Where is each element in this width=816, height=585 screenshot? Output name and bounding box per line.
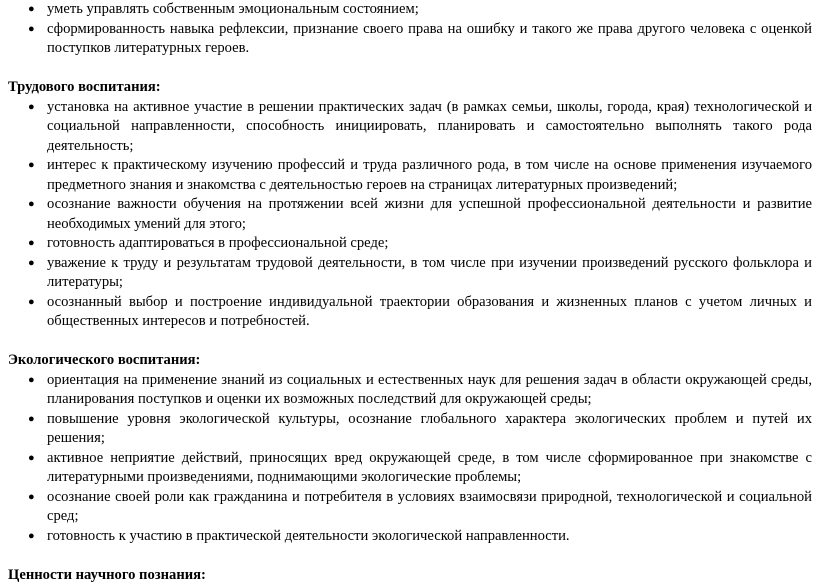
- list-item-text: готовность адаптироваться в профессиональной среде;: [47, 235, 388, 251]
- list-item-text: осознание важности обучения на протяжении всей жизни для успешной профессиональной деятельности и развитие необходимых умений для этого;: [47, 196, 812, 232]
- list-item-text: уметь управлять собственным эмоциональным состоянием;: [47, 1, 419, 17]
- bullet-icon: ●: [28, 98, 35, 118]
- list-item: [0, 98, 816, 157]
- list-item-text: ориентация на применение знаний из социальных и естественных наук для решения задач в области окружающей среды, планирования поступков и оценки их возможных последствий для окружающей среды;: [47, 372, 812, 408]
- section-heading-labor: Трудового воспитания:: [0, 78, 816, 98]
- bullet-icon: ●: [28, 195, 35, 215]
- list-item: [0, 254, 816, 293]
- bullet-icon: ●: [28, 156, 35, 176]
- list-item: [0, 293, 816, 332]
- labor-list: [0, 98, 816, 332]
- list-item: [0, 234, 816, 254]
- bullet-icon: ●: [28, 254, 35, 274]
- list-item-text: уважение к труду и результатам трудовой деятельности, в том числе при изучении произведений русского фольклора и литературы;: [47, 255, 812, 291]
- list-item: [0, 156, 816, 195]
- list-item-text: осознанный выбор и построение индивидуальной траектории образования и жизненных планов с учетом личных и общественных интересов и потребностей.: [47, 294, 812, 330]
- list-item: [0, 410, 816, 449]
- bullet-icon: ●: [28, 527, 35, 547]
- list-item: [0, 527, 816, 547]
- list-item: [0, 20, 816, 59]
- spacer: [0, 546, 816, 566]
- list-item: [0, 371, 816, 410]
- bullet-icon: ●: [28, 0, 35, 20]
- intro-list: [0, 0, 816, 59]
- list-item: [0, 195, 816, 234]
- list-item-text: осознание своей роли как гражданина и потребителя в условиях взаимосвязи природной, технологической и социальной сред;: [47, 489, 812, 525]
- list-item-text: интерес к практическому изучению профессий и труда различного рода, в том числе на основе применения изучаемого предметного знания и знакомства с деятельностью героев на страницах литературных произведений;: [47, 157, 812, 193]
- spacer: [0, 332, 816, 352]
- section-heading-science: Ценности научного познания:: [0, 566, 816, 585]
- ecology-list: [0, 371, 816, 547]
- list-item-text: активное неприятие действий, приносящих вред окружающей среде, в том числе сформированное при знакомстве с литературными произведениями, поднимающими экологические проблемы;: [47, 450, 812, 486]
- list-item-text: сформированность навыка рефлексии, признание своего права на ошибку и такого же права другого человека с оценкой поступков литературных героев.: [47, 21, 812, 57]
- bullet-icon: ●: [28, 449, 35, 469]
- section-heading-ecology: Экологического воспитания:: [0, 351, 816, 371]
- bullet-icon: ●: [28, 410, 35, 430]
- list-item: [0, 0, 816, 20]
- spacer: [0, 59, 816, 79]
- list-item: [0, 488, 816, 527]
- bullet-icon: ●: [28, 488, 35, 508]
- list-item: [0, 449, 816, 488]
- list-item-text: повышение уровня экологической культуры, осознание глобального характера экологических проблем и путей их решения;: [47, 411, 812, 447]
- bullet-icon: ●: [28, 20, 35, 40]
- bullet-icon: ●: [28, 234, 35, 254]
- bullet-icon: ●: [28, 293, 35, 313]
- list-item-text: установка на активное участие в решении практических задач (в рамках семьи, школы, города, края) технологической и социальной направленности, способность инициировать, планировать и самостоятельно выполнять такого рода деятельность;: [47, 99, 812, 154]
- bullet-icon: ●: [28, 371, 35, 391]
- list-item-text: готовность к участию в практической деятельности экологической направленности.: [47, 528, 570, 544]
